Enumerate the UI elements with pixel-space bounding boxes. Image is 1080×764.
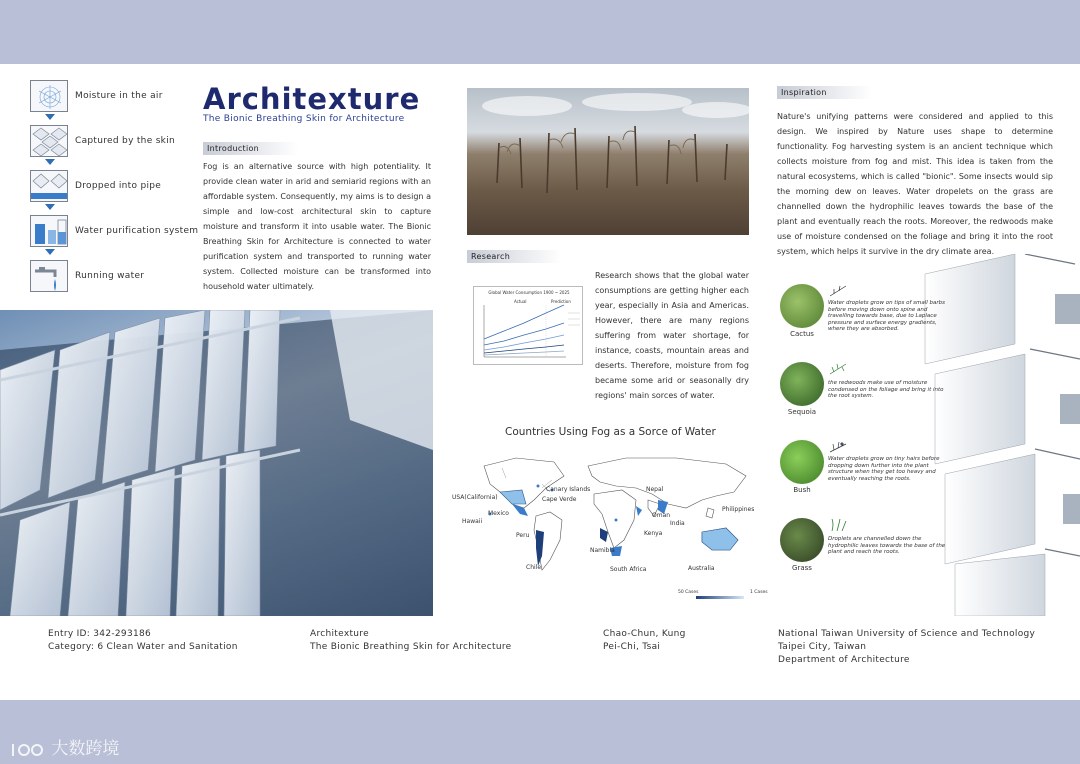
page-title: Architexture xyxy=(203,82,421,116)
step-captured xyxy=(30,125,210,163)
map-label: Peru xyxy=(516,532,530,539)
watermark-glyph-icon xyxy=(10,740,46,758)
plant-sequoia xyxy=(780,362,1020,422)
map-label: Hawaii xyxy=(462,518,483,525)
page-subtitle: The Bionic Breathing Skin for Architecture xyxy=(203,114,405,124)
plant-description: the redwoods make use of moisture condensed on the foliage and bring it into the root system. xyxy=(828,380,944,399)
legend-high-label: 50 Cases xyxy=(678,590,699,595)
research-text: Research shows that the global water consumptions are getting higher each year, especially in Asia and Americas. However, there are many regions suffering from water shortage, for instance, coasts, mountain areas and deserts. Therefore, moisture from fog became some arid or seasonally dry regions' main sorces of water. xyxy=(595,271,749,400)
research-heading: Research xyxy=(467,250,562,263)
building-facade-photo xyxy=(0,310,433,616)
plant-cactus xyxy=(780,284,1020,344)
plant-grass xyxy=(780,518,1020,578)
step-label: Water purification system xyxy=(75,226,199,236)
plant-description: Water droplets grow on tips of small barbs before moving down onto spine and travelling towards base, due to Laplace pressure and surface energy gradients, where they are absorbed. xyxy=(828,300,946,332)
cactus-spine-icon xyxy=(828,284,848,298)
grass-photo xyxy=(780,518,824,562)
water-consumption-chart xyxy=(473,286,583,365)
plant-name: Bush xyxy=(793,486,811,494)
step-dropped xyxy=(30,170,210,208)
step-label: Dropped into pipe xyxy=(75,181,162,191)
map-label: Nepal xyxy=(646,486,664,493)
footer-authors-block xyxy=(603,628,686,654)
category: Category: 6 Clean Water and Sanitation xyxy=(48,642,238,652)
project-subtitle: The Bionic Breathing Skin for Architecture xyxy=(310,642,512,652)
chart-prediction-label: Prediction xyxy=(551,299,571,304)
map-label: Kenya xyxy=(644,530,663,537)
moisture-icon xyxy=(30,80,68,112)
skin-icon xyxy=(30,125,68,157)
legend-low-label: 1 Cases xyxy=(750,590,768,595)
cactus-photo xyxy=(780,284,824,328)
map-label: Oman xyxy=(652,512,671,519)
chart-title: Global Water Consumption 1900 ~ 2025 xyxy=(488,290,570,295)
step-moisture xyxy=(30,80,210,118)
entry-id: Entry ID: 342-293186 xyxy=(48,629,152,639)
map-label: South Africa xyxy=(610,566,647,573)
world-map xyxy=(452,448,766,598)
arrow-down-icon xyxy=(45,114,55,120)
arrow-down-icon xyxy=(45,159,55,165)
plant-description: Water droplets grow on tiny hairs before dropping down further into the plant structure when they get too heavy and eventually reaching the roots. xyxy=(828,456,940,482)
chart-actual-label: Actual xyxy=(514,299,527,304)
arrow-down-icon xyxy=(45,204,55,210)
step-purification xyxy=(30,215,210,253)
bush-hair-icon xyxy=(828,440,848,454)
plant-name: Cactus xyxy=(790,330,814,338)
introduction-text: Fog is an alternative source with high potentiality. It provide clean water in arid and semiarid regions with an affordable system. Consequently, my aims is to design a simple and low-cost architectural skin to capture moisture and transform it into usable water. The Bionic Breathing Skin for Architecture is connected to water purification system and transported to running water system. Collected moisture can be transformed into household water ultimately. xyxy=(203,162,431,291)
footer-school-block xyxy=(778,628,1035,667)
arrow-down-icon xyxy=(45,249,55,255)
footer-project-block xyxy=(310,628,511,654)
map-label: Philippines xyxy=(722,506,755,513)
plant-bush xyxy=(780,440,1020,500)
grass-blade-icon xyxy=(828,518,848,532)
legend-gradient xyxy=(696,596,744,599)
map-label: Mexico xyxy=(488,510,509,517)
plant-name: Sequoia xyxy=(787,408,817,416)
plant-name: Grass xyxy=(792,564,812,572)
map-label: USA(California) xyxy=(452,494,498,501)
author-name: Chao-Chun, Kung xyxy=(603,629,686,639)
step-label: Running water xyxy=(75,271,145,281)
map-label: Australia xyxy=(688,565,715,572)
bottom-band xyxy=(0,700,1080,764)
map-label: Canary Islands xyxy=(546,486,591,493)
footer-entry-block xyxy=(48,628,238,654)
school-department: Department of Architecture xyxy=(778,655,910,665)
dry-field-photo xyxy=(467,88,749,235)
faucet-icon xyxy=(30,260,68,292)
inspiration-text: Nature's unifying patterns were considered and applied to this design. We inspired by Nature uses shape to determine functionality. Fog harvesting system is an ancient technique which collects moisture from fog and mist. This idea is taken from the natural ecosystems, which is called "bionic". Some insects would sip the morning dew on leaves. Water dropelets on the grass are channelled down the hydrophilic leaves towards the base of the plant and eventually reach the roots. Moreover, the redwoods make use of moisture condensed on the foliage and bring it into the root system, which helps it survive in the dry climate area. xyxy=(777,112,1053,256)
step-running xyxy=(30,260,210,298)
step-label: Moisture in the air xyxy=(75,91,163,101)
poster-sheet xyxy=(0,64,1080,700)
step-label: Captured by the skin xyxy=(75,136,175,146)
tank-icon xyxy=(30,215,68,247)
watermark-text: 大数跨境 xyxy=(51,739,120,759)
school-name: National Taiwan University of Science and Technology xyxy=(778,629,1036,639)
inspiration-heading: Inspiration xyxy=(777,86,872,99)
watermark-logo xyxy=(10,734,119,759)
plant-description: Droplets are channelled down the hydrophilic leaves towards the base of the plant and reach the roots. xyxy=(828,536,946,555)
map-label: Cape Verde xyxy=(542,496,577,503)
sequoia-branch-icon xyxy=(828,362,848,376)
pipe-icon xyxy=(30,170,68,202)
author-name: Pei-Chi, Tsai xyxy=(603,642,661,652)
map-label: Chile xyxy=(526,564,542,571)
top-band xyxy=(0,0,1080,64)
map-label: India xyxy=(670,520,685,527)
introduction-heading: Introduction xyxy=(203,142,298,155)
map-title: Countries Using Fog as a Sorce of Water xyxy=(505,426,716,438)
project-title: Architexture xyxy=(310,629,369,639)
bush-photo xyxy=(780,440,824,484)
sequoia-photo xyxy=(780,362,824,406)
school-city: Taipei City, Taiwan xyxy=(778,642,867,652)
map-label: Namibia xyxy=(590,547,615,554)
